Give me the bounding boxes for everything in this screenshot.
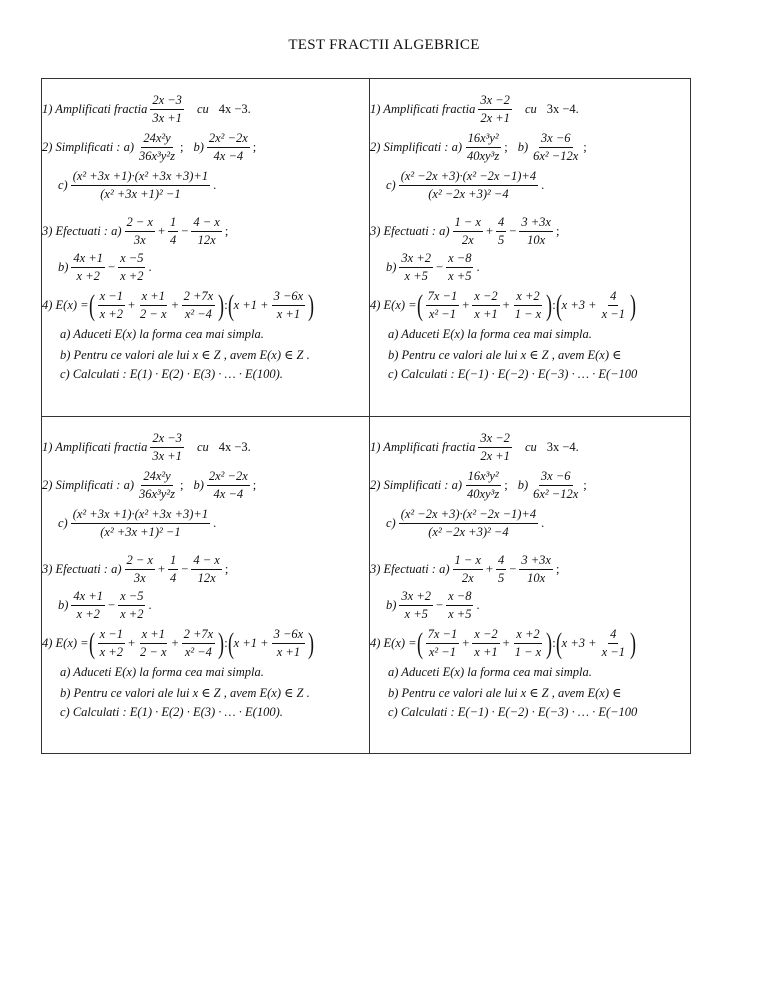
fraction: $\frac{\text{(x² +3x +1)·(x² +3x +3)+1}}{\text{(x² +3x +1)² −1}}$	[72, 507, 209, 539]
fraction: $\frac{2 +7x}{\text{x² −4}}$	[183, 289, 214, 321]
fraction: $\frac{3x -2}{2x +1}$	[480, 431, 510, 463]
fraction: $\frac{4}{5}$	[498, 215, 505, 247]
fraction: $\frac{x -8}{x +5}$	[448, 589, 472, 621]
fraction: $\frac{7x -1}{\text{x² −1}}$	[427, 627, 458, 659]
cu-word: cu	[524, 102, 537, 116]
problem-2: 2) Simplificati : a) $\frac{\text{24x²y}}{\text{36x³y²z}}$ ; b) $\frac{\text{2x² −2x}}{4x -4}$ ;	[42, 469, 257, 501]
multiplier-expr: 4x −3.	[218, 440, 251, 454]
cu-word: cu	[196, 440, 209, 454]
fraction: $\frac{4x +1}{x +2}$	[73, 251, 104, 283]
question-b: b) Pentru ce valori ale lui x ∈ Z , avem E(x) ∈	[388, 348, 622, 362]
fraction: $\frac{2 - x}{3x}$	[126, 215, 153, 247]
problem-1	[370, 93, 579, 126]
fraction: $\frac{2x -3}{3x +1}$	[152, 431, 182, 463]
fraction: $\frac{4}{x -1}$	[601, 627, 625, 659]
problem-2c: c) $\frac{\text{(x² −2x +3)·(x² −2x −1)+4}}{\text{(x² −2x +3)² −4}}$ .	[386, 169, 545, 201]
problem-1-label: 1) Amplificati fractia	[370, 440, 476, 454]
fraction: $\frac{7x -1}{\text{x² −1}}$	[427, 289, 458, 321]
question-a: a) Aduceti E(x) la forma cea mai simpla.	[60, 327, 264, 341]
problem-4: 4) E(x) = ( $\frac{x -1}{x +2}$ + $\frac{x +1}{2 - x}$ + $\frac{2 +7x}{\text{x² −4}}$ ) : ( x +1 + $\frac{3 -6x}{x +1}$ )	[42, 626, 315, 660]
page-title: TEST FRACTII ALGEBRICE	[288, 37, 480, 53]
fraction: $\frac{1 - x}{2x}$	[454, 215, 481, 247]
subpoint-c: c)	[386, 516, 396, 530]
fraction: $\frac{3 +3x}{10x}$	[521, 215, 551, 247]
problem-3-label: 3) Efectuati : a)	[370, 562, 450, 576]
fraction: $\frac{x -2}{x +1}$	[474, 289, 498, 321]
multiplier-expr: 3x −4.	[546, 440, 579, 454]
fraction: $\frac{3x -6}{\text{6x² −12x}}$	[533, 131, 579, 163]
fraction: $\frac{x -1}{x +2}$	[99, 627, 123, 659]
fraction: $\frac{\text{16x³y²}}{\text{40xy³z}}$	[467, 469, 500, 501]
fraction: $\frac{3x -6}{\text{6x² −12x}}$	[533, 469, 579, 501]
fraction: $\frac{\text{2x² −2x}}{4x -4}$	[208, 469, 248, 501]
fraction: $\frac{2 +7x}{\text{x² −4}}$	[183, 627, 214, 659]
multiplier-expr: 4x −3.	[218, 102, 251, 116]
problem-4-label: 4) E(x) =	[42, 636, 89, 650]
problem-1	[42, 93, 251, 126]
exercise-card	[370, 417, 690, 754]
fraction: $\frac{4x +1}{x +2}$	[73, 589, 104, 621]
problem-4-label: 4) E(x) =	[370, 298, 417, 312]
fraction: $\frac{x -8}{x +5}$	[448, 251, 472, 283]
problem-2-label: 2) Simplificati : a)	[370, 478, 462, 492]
problem-3b: b) $\frac{4x +1}{x +2}$ − $\frac{x -5}{x +2}$ .	[58, 589, 152, 621]
question-a: a) Aduceti E(x) la forma cea mai simpla.	[388, 665, 592, 679]
question-c: c) Calculati : E(1) · E(2) · E(3) · … · E(100).	[60, 367, 283, 381]
question-c: c) Calculati : E(−1) · E(−2) · E(−3) · … · E(−100	[388, 367, 638, 381]
problem-2c: c) $\frac{\text{(x² +3x +1)·(x² +3x +3)+1}}{\text{(x² +3x +1)² −1}}$ .	[58, 507, 217, 539]
question-b: b) Pentru ce valori ale lui x ∈ Z , avem E(x) ∈ Z .	[60, 686, 310, 700]
problem-3: 3) Efectuati : a) $\frac{2 - x}{3x}$ + $\frac{1}{4}$ − $\frac{4 - x}{12x}$ ;	[42, 215, 229, 247]
fraction: $\frac{x +2}{1 - x}$	[514, 627, 542, 659]
fraction: $\frac{\text{24x²y}}{\text{36x³y²z}}$	[139, 469, 175, 501]
subpoint-b: b)	[58, 598, 69, 612]
subpoint-c: c)	[58, 178, 68, 192]
fraction: $\frac{1}{4}$	[170, 553, 177, 585]
fraction: $\frac{\text{(x² +3x +1)·(x² +3x +3)+1}}{\text{(x² +3x +1)² −1}}$	[72, 169, 209, 201]
fraction: $\frac{4}{x -1}$	[601, 289, 625, 321]
fraction: $\frac{x +2}{1 - x}$	[514, 289, 542, 321]
fraction: $\frac{x -5}{x +2}$	[120, 251, 144, 283]
fraction: $\frac{3 -6x}{x +1}$	[273, 627, 304, 659]
problem-3b: b) $\frac{3x +2}{x +5}$ − $\frac{x -8}{x +5}$ .	[386, 589, 480, 621]
problem-3-label: 3) Efectuati : a)	[370, 224, 450, 238]
question-a: a) Aduceti E(x) la forma cea mai simpla.	[388, 327, 592, 341]
problem-1-label: 1) Amplificati fractia	[42, 102, 148, 116]
problem-2: 2) Simplificati : a) $\frac{\text{24x²y}}{\text{36x³y²z}}$ ; b) $\frac{\text{2x² −2x}}{4x -4}$ ;	[42, 131, 257, 163]
fraction: $\frac{\text{16x³y²}}{\text{40xy³z}}$	[467, 131, 500, 163]
problem-3-label: 3) Efectuati : a)	[42, 562, 122, 576]
problem-3: 3) Efectuati : a) $\frac{1 - x}{2x}$ + $\frac{4}{5}$ − $\frac{3 +3x}{10x}$ ;	[370, 553, 560, 585]
fraction: $\frac{\text{2x² −2x}}{4x -4}$	[208, 131, 248, 163]
subpoint-b: b)	[193, 140, 204, 154]
problem-1-label: 1) Amplificati fractia	[370, 102, 476, 116]
fraction: $\frac{3x +2}{x +5}$	[401, 251, 432, 283]
problem-1-label: 1) Amplificati fractia	[42, 440, 148, 454]
question-c: c) Calculati : E(1) · E(2) · E(3) · … · E(100).	[60, 705, 283, 719]
problem-2-label: 2) Simplificati : a)	[42, 140, 134, 154]
problem-4: 4) E(x) = ( $\frac{7x -1}{\text{x² −1}}$ + $\frac{x -2}{x +1}$ + $\frac{x +2}{1 - x}$ ) : ( x +3 + $\frac{4}{x -1}$ )	[370, 288, 636, 322]
fraction: $\frac{4 - x}{12x}$	[193, 215, 220, 247]
fraction: $\frac{\text{(x² −2x +3)·(x² −2x −1)+4}}{\text{(x² −2x +3)² −4}}$	[400, 169, 537, 201]
problem-2-label: 2) Simplificati : a)	[42, 478, 134, 492]
problem-4-label: 4) E(x) =	[370, 636, 417, 650]
question-a: a) Aduceti E(x) la forma cea mai simpla.	[60, 665, 264, 679]
fraction: $\frac{x +1}{2 - x}$	[140, 627, 167, 659]
fraction: $\frac{3 -6x}{x +1}$	[273, 289, 304, 321]
problem-1	[42, 431, 251, 464]
exercise-card	[42, 417, 369, 754]
fraction: $\frac{x +1}{2 - x}$	[140, 289, 167, 321]
fraction: $\frac{4}{5}$	[498, 553, 505, 585]
subpoint-b: b)	[193, 478, 204, 492]
fraction: $\frac{3x +2}{x +5}$	[401, 589, 432, 621]
problem-3: 3) Efectuati : a) $\frac{2 - x}{3x}$ + $\frac{1}{4}$ − $\frac{4 - x}{12x}$ ;	[42, 553, 229, 585]
problem-4-label: 4) E(x) =	[42, 298, 89, 312]
exercise-card	[42, 79, 369, 416]
fraction: $\frac{1 - x}{2x}$	[454, 553, 481, 585]
problem-3b: b) $\frac{4x +1}{x +2}$ − $\frac{x -5}{x +2}$ .	[58, 251, 152, 283]
cu-word: cu	[196, 102, 209, 116]
fraction: $\frac{3x -2}{2x +1}$	[480, 93, 510, 125]
problem-3: 3) Efectuati : a) $\frac{1 - x}{2x}$ + $\frac{4}{5}$ − $\frac{3 +3x}{10x}$ ;	[370, 215, 560, 247]
problem-3-label: 3) Efectuati : a)	[42, 224, 122, 238]
subpoint-b: b)	[386, 260, 397, 274]
subpoint-c: c)	[386, 178, 396, 192]
fraction: $\frac{2 - x}{3x}$	[126, 553, 153, 585]
subpoint-b: b)	[517, 140, 529, 154]
problem-2c: c) $\frac{\text{(x² +3x +1)·(x² +3x +3)+1}}{\text{(x² +3x +1)² −1}}$ .	[58, 169, 217, 201]
problem-2: 2) Simplificati : a) $\frac{\text{16x³y²}}{\text{40xy³z}}$ ; b) $\frac{3x -6}{\text{6x² −12x}}$ ;	[370, 131, 587, 163]
question-b: b) Pentru ce valori ale lui x ∈ Z , avem E(x) ∈	[388, 686, 622, 700]
subpoint-b: b)	[386, 598, 397, 612]
fraction: $\frac{\text{(x² −2x +3)·(x² −2x −1)+4}}{\text{(x² −2x +3)² −4}}$	[400, 507, 537, 539]
problem-3b: b) $\frac{3x +2}{x +5}$ − $\frac{x -8}{x +5}$ .	[386, 251, 480, 283]
fraction: $\frac{x -2}{x +1}$	[474, 627, 498, 659]
subpoint-c: c)	[58, 516, 68, 530]
fraction: $\frac{\text{24x²y}}{\text{36x³y²z}}$	[139, 131, 175, 163]
problem-2-label: 2) Simplificati : a)	[370, 140, 462, 154]
exercise-card	[370, 79, 690, 416]
cu-word: cu	[524, 440, 537, 454]
subpoint-b: b)	[517, 478, 529, 492]
fraction: $\frac{3 +3x}{10x}$	[521, 553, 551, 585]
problem-1	[370, 431, 579, 464]
subpoint-b: b)	[58, 260, 69, 274]
fraction: $\frac{4 - x}{12x}$	[193, 553, 220, 585]
multiplier-expr: 3x −4.	[546, 102, 579, 116]
question-c: c) Calculati : E(−1) · E(−2) · E(−3) · … · E(−100	[388, 705, 638, 719]
problem-2c: c) $\frac{\text{(x² −2x +3)·(x² −2x −1)+4}}{\text{(x² −2x +3)² −4}}$ .	[386, 507, 545, 539]
fraction: $\frac{2x -3}{3x +1}$	[152, 93, 182, 125]
problem-4: 4) E(x) = ( $\frac{x -1}{x +2}$ + $\frac{x +1}{2 - x}$ + $\frac{2 +7x}{\text{x² −4}}$ ) : ( x +1 + $\frac{3 -6x}{x +1}$ )	[42, 288, 315, 322]
problem-2: 2) Simplificati : a) $\frac{\text{16x³y²}}{\text{40xy³z}}$ ; b) $\frac{3x -6}{\text{6x² −12x}}$ ;	[370, 469, 587, 501]
fraction: $\frac{x -1}{x +2}$	[99, 289, 123, 321]
question-b: b) Pentru ce valori ale lui x ∈ Z , avem E(x) ∈ Z .	[60, 348, 310, 362]
fraction: $\frac{1}{4}$	[170, 215, 177, 247]
problem-4: 4) E(x) = ( $\frac{7x -1}{\text{x² −1}}$ + $\frac{x -2}{x +1}$ + $\frac{x +2}{1 - x}$ ) : ( x +3 + $\frac{4}{x -1}$ )	[370, 626, 636, 660]
fraction: $\frac{x -5}{x +2}$	[120, 589, 144, 621]
